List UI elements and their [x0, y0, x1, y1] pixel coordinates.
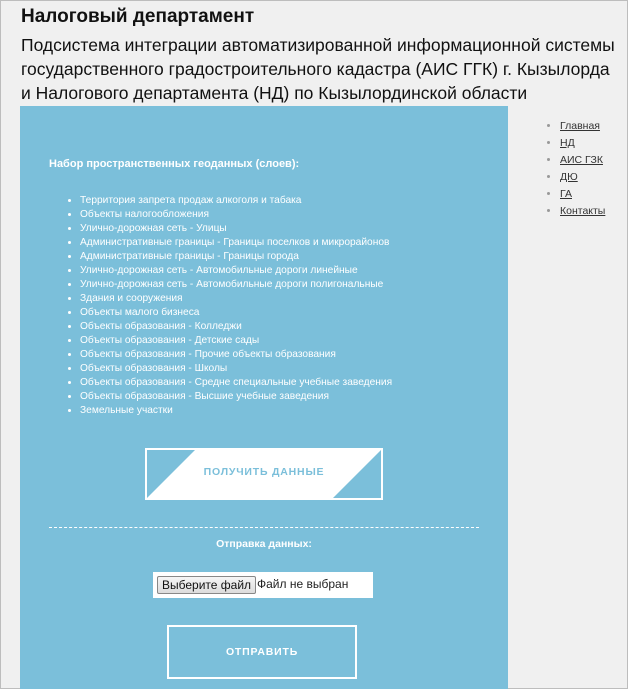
list-item: • Административные границы - Границы города: [80, 250, 392, 264]
list-item: • Здания и сооружения: [80, 292, 392, 306]
nav-link-dyu[interactable]: ДЮ: [560, 171, 578, 183]
send-label: ОТПРАВИТЬ: [225, 646, 299, 658]
layers-heading: Набор пространственных геоданных (слоев):: [49, 158, 300, 170]
list-item: • Объекты малого бизнеса: [80, 306, 392, 320]
nav-item-home: [560, 118, 605, 135]
nav-link-nd[interactable]: НД: [560, 137, 575, 149]
get-data-label: ПОЛУЧИТЬ ДАННЫЕ: [203, 466, 325, 478]
send-button[interactable]: [167, 625, 357, 679]
nav-item-dyu: [560, 169, 605, 186]
nav-link-contacts[interactable]: Контакты: [560, 205, 606, 217]
list-item: • Объекты образования - Средне специальные учебные заведения: [80, 376, 392, 390]
list-item: • Улично-дорожная сеть - Автомобильные дороги полигональные: [80, 278, 392, 292]
nav-item-ais: [560, 152, 605, 169]
main-panel: [20, 106, 508, 689]
page-subtitle: Подсистема интеграции автоматизированной информационной системы государственного градостроительного кадастра (АИС ГГК) г. Кызылорда и Налогового департамента (НД) по Кызылординской области: [21, 35, 615, 103]
list-item: • Земельные участки: [80, 404, 392, 418]
section-divider: [49, 527, 479, 528]
nav-link-home[interactable]: Главная: [560, 120, 600, 132]
side-nav: [530, 118, 605, 220]
list-item: • Объекты образования - Прочие объекты образования: [80, 348, 392, 362]
file-input[interactable]: [153, 572, 373, 598]
list-item: • Улично-дорожная сеть - Автомобильные дороги линейные: [80, 264, 392, 278]
nav-link-ga[interactable]: ГА: [560, 188, 572, 200]
nav-item-ga: [560, 186, 605, 203]
list-item: • Улично-дорожная сеть - Улицы: [80, 222, 392, 236]
list-item: • Административные границы - Границы поселков и микрорайонов: [80, 236, 392, 250]
choose-file-button[interactable]: Выберите файл: [157, 576, 256, 594]
list-item: • Территория запрета продаж алкоголя и табака: [80, 194, 392, 208]
file-status: Файл не выбран: [257, 577, 349, 591]
list-item: • Объекты образования - Высшие учебные заведения: [80, 390, 392, 404]
list-item: • Объекты образования - Детские сады: [80, 334, 392, 348]
list-item: • Объекты образования - Колледжи: [80, 320, 392, 334]
page-title: Налоговый департамент: [21, 6, 255, 27]
layers-list: [50, 194, 392, 418]
send-heading: Отправка данных:: [216, 538, 312, 550]
nav-link-ais[interactable]: АИС ГЗК: [560, 154, 603, 166]
nav-item-contacts: [560, 203, 605, 220]
list-item: • Объекты образования - Школы: [80, 362, 392, 376]
nav-item-nd: [560, 135, 605, 152]
get-data-button[interactable]: [145, 448, 383, 500]
list-item: • Объекты налогообложения: [80, 208, 392, 222]
